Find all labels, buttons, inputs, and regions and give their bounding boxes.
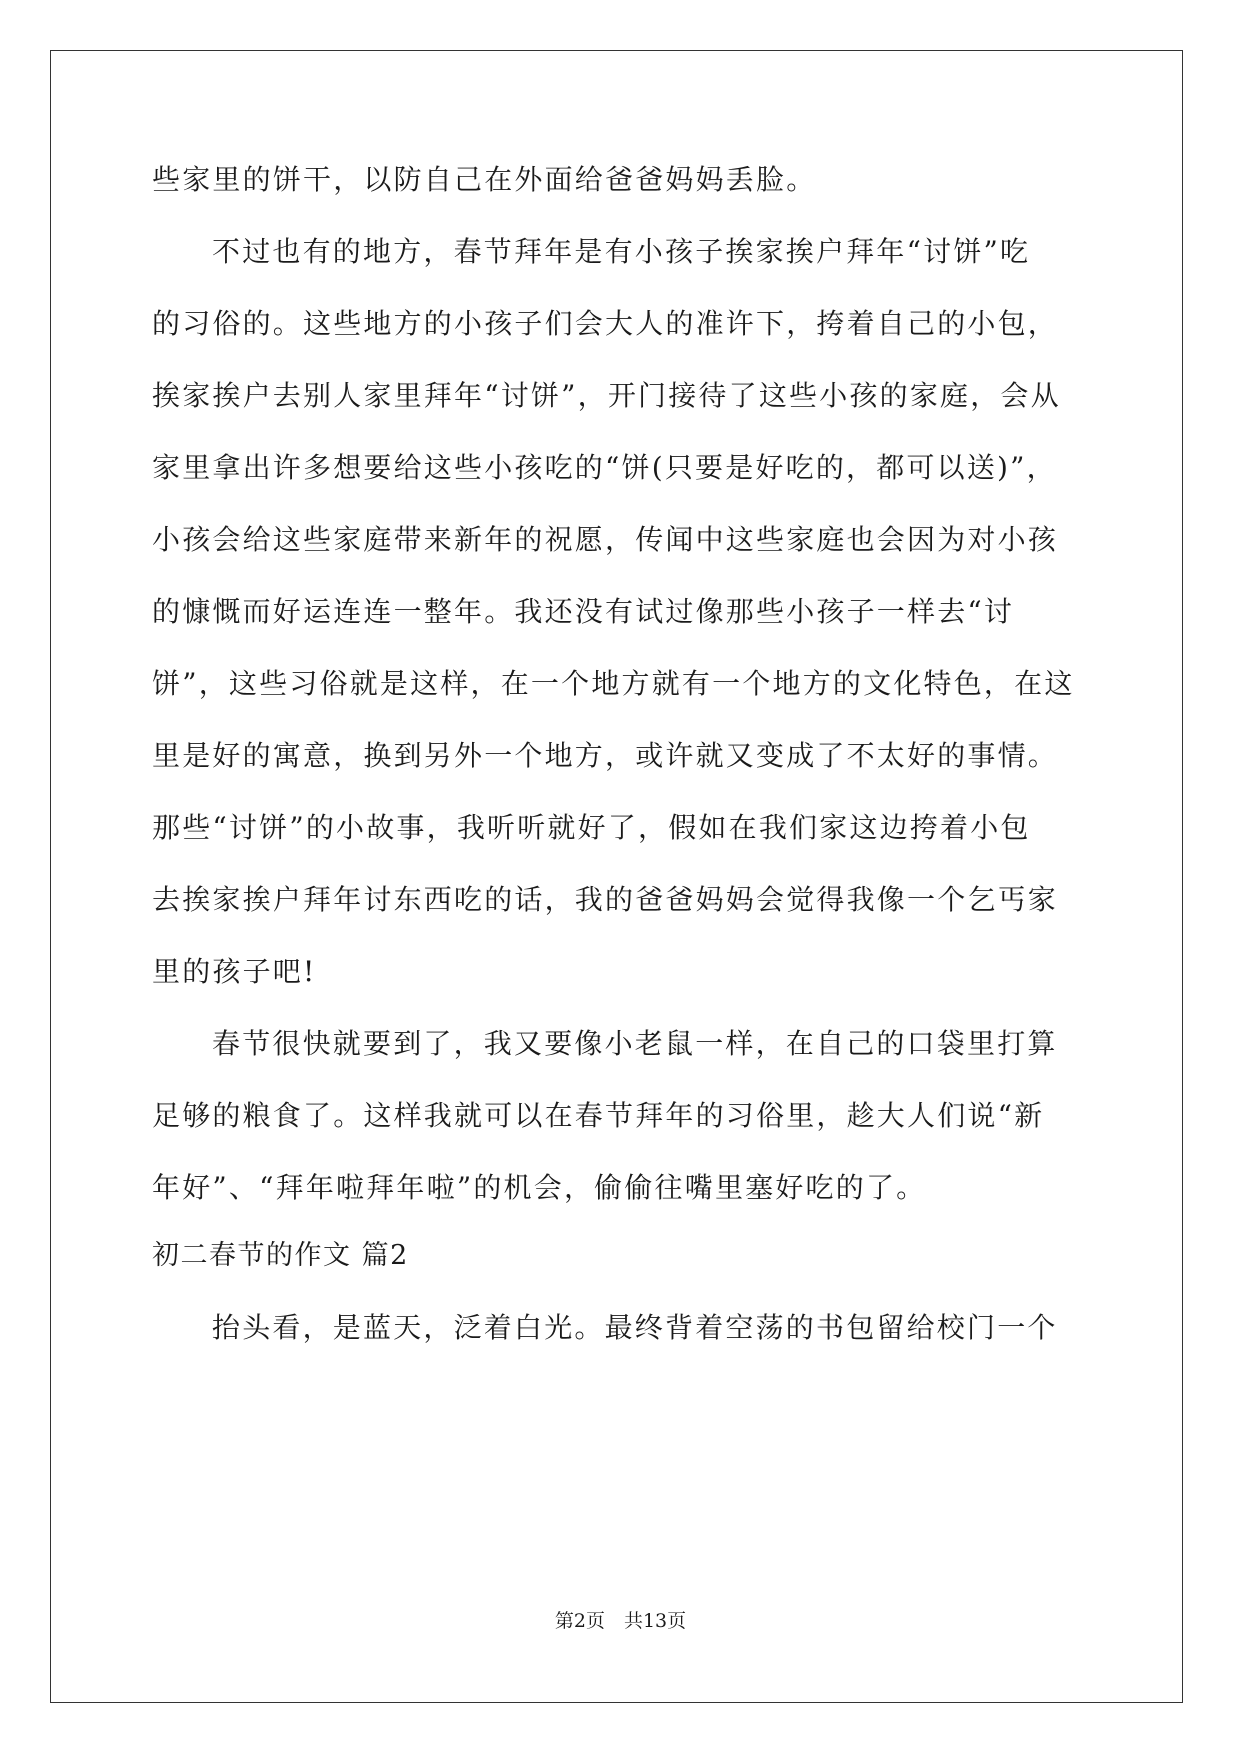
paragraph-line: 的习俗的。这些地方的小孩子们会大人的准许下，挎着自己的小包， (152, 307, 1059, 340)
paragraph-line: 小孩会给这些家庭带来新年的祝愿，传闻中这些家庭也会因为对小孩 (152, 523, 1059, 556)
paragraph-line: 那些“讨饼”的小故事，我听听就好了，假如在我们家这边挎着小包 (152, 811, 1031, 844)
paragraph-line: 的慷慨而好运连连一整年。我还没有试过像那些小孩子一样去“讨 (152, 595, 1015, 628)
paragraph-line: 春节很快就要到了，我又要像小老鼠一样，在自己的口袋里打算 (212, 1027, 1058, 1060)
paragraph-line: 去挨家挨户拜年讨东西吃的话，我的爸爸妈妈会觉得我像一个乞丐家 (152, 883, 1059, 916)
paragraph-line: 年好”、“拜年啦拜年啦”的机会，偷偷往嘴里塞好吃的了。 (152, 1171, 927, 1204)
paragraph-line: 里是好的寓意，换到另外一个地方，或许就又变成了不太好的事情。 (152, 739, 1059, 772)
section-heading: 初二春节的作文 篇2 (152, 1240, 409, 1271)
paragraph-line: 抬头看，是蓝天，泛着白光。最终背着空荡的书包留给校门一个 (212, 1311, 1058, 1344)
paragraph-line: 里的孩子吧! (152, 955, 317, 988)
page-border (50, 50, 1183, 1703)
paragraph-line: 挨家挨户去别人家里拜年“讨饼”，开门接待了这些小孩的家庭，会从 (152, 379, 1061, 412)
paragraph-line: 足够的粮食了。这样我就可以在春节拜年的习俗里，趁大人们说“新 (152, 1099, 1045, 1132)
paragraph-line: 饼”，这些习俗就是这样，在一个地方就有一个地方的文化特色，在这 (152, 667, 1075, 700)
paragraph-line: 些家里的饼干，以防自己在外面给爸爸妈妈丢脸。 (152, 163, 817, 196)
paragraph-line: 家里拿出许多想要给这些小孩吃的“饼(只要是好吃的，都可以送)”， (152, 451, 1057, 484)
paragraph-line: 不过也有的地方，春节拜年是有小孩子挨家挨户拜年“讨饼”吃 (212, 235, 1031, 268)
page-number-footer: 第2页 共13页 (554, 1610, 687, 1632)
